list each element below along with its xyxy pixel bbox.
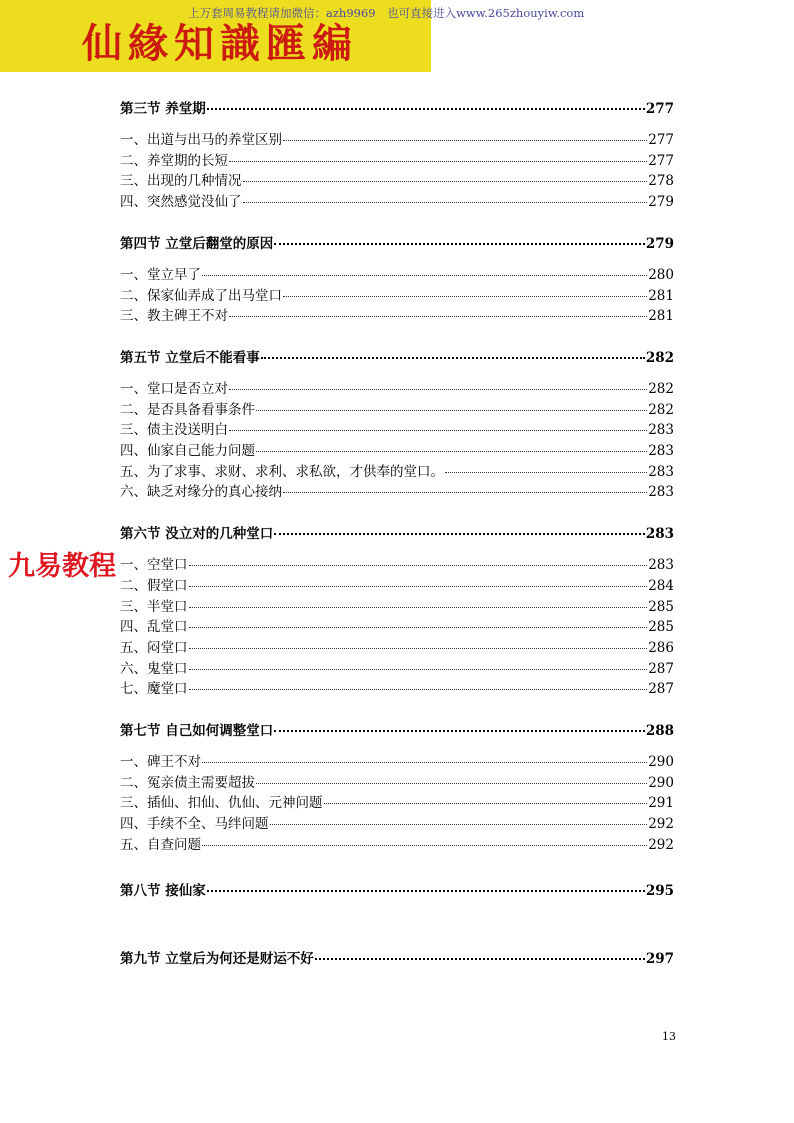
dot-leader [189, 607, 648, 608]
toc-entry-page: 282 [648, 380, 674, 397]
toc-entry-page: 283 [648, 443, 674, 460]
toc-entry-label: 四、突然感觉没仙了 [120, 194, 242, 211]
toc-entry[interactable] [120, 773, 674, 794]
toc-entry-page: 287 [648, 681, 674, 698]
toc-entry[interactable] [120, 638, 674, 659]
dot-leader [243, 181, 648, 182]
toc-entry[interactable] [120, 441, 674, 462]
page-number: 13 [662, 1030, 676, 1043]
toc-entry-page: 283 [648, 463, 674, 480]
toc-entry[interactable] [120, 400, 674, 421]
toc-entry-page: 280 [648, 266, 674, 283]
dot-leader [202, 845, 647, 846]
toc-entry-page: 277 [648, 152, 674, 169]
toc-entry-page: 291 [648, 795, 674, 812]
toc-entry[interactable] [120, 265, 674, 286]
toc-heading-label: 第七节 自己如何调整堂口 [120, 723, 274, 740]
toc-entry[interactable] [120, 814, 674, 835]
dot-leader [274, 730, 645, 732]
toc-heading-label: 第三节 养堂期 [120, 101, 206, 117]
toc-entry-label: 四、乱堂口 [120, 619, 188, 636]
toc-entry-label: 五、为了求事、求财、求利、求私欲，才供奉的堂口。 [120, 463, 444, 480]
toc-entry-label: 二、养堂期的长短 [120, 152, 228, 169]
dot-leader [445, 472, 647, 473]
dot-leader [229, 430, 647, 431]
dot-leader [315, 958, 645, 960]
toc-entry[interactable] [120, 752, 674, 773]
dot-leader [261, 357, 645, 359]
toc-entry[interactable] [120, 171, 674, 192]
dot-leader [207, 890, 645, 892]
toc-entry[interactable] [120, 555, 674, 576]
toc-section [120, 523, 674, 720]
toc-entry-page: 283 [648, 484, 674, 501]
dot-leader [202, 275, 647, 276]
dot-leader [283, 492, 647, 493]
toc-entry[interactable] [120, 306, 674, 327]
toc-entry[interactable] [120, 462, 674, 483]
toc-entry-page: 285 [648, 619, 674, 636]
dot-leader [189, 689, 648, 690]
toc-section-heading[interactable] [120, 523, 674, 545]
toc-entry-label: 四、手续不全、马绊问题 [120, 816, 269, 833]
toc-section-heading[interactable] [120, 948, 674, 970]
dot-leader [243, 202, 648, 203]
toc-entry-label: 二、保家仙弄成了出马堂口 [120, 287, 282, 304]
watermark-top: 上万套周易教程请加微信：azh9969 也可直接进入www.265zhouyiw.com [188, 6, 585, 20]
toc-entry-page: 285 [648, 598, 674, 615]
dot-leader [256, 451, 647, 452]
toc-entry-label: 三、债主没送明白 [120, 422, 228, 439]
dot-leader [189, 648, 648, 649]
dot-leader [189, 627, 648, 628]
toc-entry-page: 290 [648, 754, 674, 771]
dot-leader [202, 762, 647, 763]
toc-entry[interactable] [120, 192, 674, 213]
toc-heading-page: 279 [645, 235, 674, 252]
dot-leader [256, 783, 647, 784]
toc-entry[interactable] [120, 286, 674, 307]
toc-section [120, 233, 674, 347]
toc-entry[interactable] [120, 576, 674, 597]
toc-entry-label: 四、仙家自己能力问题 [120, 443, 255, 460]
toc-entry-page: 287 [648, 660, 674, 677]
dot-leader [207, 108, 645, 110]
toc-entry[interactable] [120, 835, 674, 856]
toc-entry[interactable] [120, 151, 674, 172]
toc-section-heading[interactable] [120, 880, 674, 902]
toc-entry-page: 283 [648, 422, 674, 439]
toc-entry-label: 一、堂立早了 [120, 266, 201, 283]
toc-entry-label: 七、魔堂口 [120, 681, 188, 698]
dot-leader [283, 140, 647, 141]
toc-section [120, 98, 674, 233]
toc-entry[interactable] [120, 659, 674, 680]
toc-entry-page: 284 [648, 577, 674, 594]
toc-entry-page: 281 [648, 308, 674, 325]
toc-heading-page: 277 [645, 101, 674, 117]
dot-leader [189, 565, 648, 566]
toc-entry-page: 278 [648, 173, 674, 190]
dot-leader [229, 389, 647, 390]
toc-entry-page: 281 [648, 287, 674, 304]
toc-entry-page: 282 [648, 401, 674, 418]
dot-leader [283, 296, 647, 297]
toc-entry[interactable] [120, 679, 674, 700]
toc-entry-label: 一、碑王不对 [120, 754, 201, 771]
dot-leader [256, 410, 647, 411]
toc-entry-label: 三、半堂口 [120, 598, 188, 615]
toc-entry[interactable] [120, 617, 674, 638]
toc-heading-page: 288 [645, 723, 674, 740]
toc-heading-page: 283 [645, 526, 674, 543]
toc-heading-page: 295 [645, 882, 674, 899]
toc-heading-page: 297 [645, 950, 674, 967]
toc-entry-label: 二、假堂口 [120, 577, 188, 594]
toc-entry-page: 279 [648, 194, 674, 211]
toc-entry-label: 三、出现的几种情况 [120, 173, 242, 190]
dot-leader [229, 316, 647, 317]
table-of-contents [120, 98, 674, 980]
toc-entry[interactable] [120, 482, 674, 503]
toc-entry-label: 一、堂口是否立对 [120, 380, 228, 397]
dot-leader [324, 803, 648, 804]
toc-entry-page: 290 [648, 774, 674, 791]
toc-entry[interactable] [120, 379, 674, 400]
toc-section-heading[interactable] [120, 98, 674, 120]
banner-title: 仙緣知識匯編 [82, 20, 358, 67]
toc-entry-label: 一、空堂口 [120, 557, 188, 574]
toc-entry-label: 二、是否具备看事条件 [120, 401, 255, 418]
watermark-side: 九易教程 [8, 544, 118, 583]
toc-entry-page: 286 [648, 639, 674, 656]
dot-leader [274, 243, 645, 245]
dot-leader [189, 586, 648, 587]
toc-entry-label: 三、教主碑王不对 [120, 308, 228, 325]
toc-heading-label: 第九节 立堂后为何还是财运不好 [120, 950, 314, 967]
toc-section [120, 880, 674, 948]
toc-entry[interactable] [120, 597, 674, 618]
toc-section-heading[interactable] [120, 720, 674, 742]
toc-entry-label: 一、出道与出马的养堂区别 [120, 132, 282, 148]
dot-leader [270, 824, 648, 825]
toc-entry-label: 六、鬼堂口 [120, 660, 188, 677]
toc-heading-label: 第五节 立堂后不能看事 [120, 349, 260, 366]
toc-section [120, 948, 674, 970]
toc-section-heading[interactable] [120, 233, 674, 255]
toc-entry[interactable] [120, 793, 674, 814]
toc-entry-label: 五、闷堂口 [120, 639, 188, 656]
toc-section [120, 347, 674, 523]
toc-section-heading[interactable] [120, 347, 674, 369]
dot-leader [274, 533, 645, 535]
toc-entry-label: 六、缺乏对缘分的真心接纳 [120, 484, 282, 501]
toc-entry-label: 二、冤亲债主需要超拔 [120, 774, 255, 791]
toc-entry-page: 292 [648, 816, 674, 833]
toc-heading-label: 第六节 没立对的几种堂口 [120, 526, 274, 543]
toc-heading-label: 第八节 接仙家 [120, 882, 206, 899]
toc-entry-page: 292 [648, 836, 674, 853]
toc-entry-page: 283 [648, 557, 674, 574]
dot-leader [189, 669, 648, 670]
toc-heading-page: 282 [645, 349, 674, 366]
toc-entry-page: 277 [648, 132, 674, 148]
toc-entry[interactable] [120, 420, 674, 441]
dot-leader [229, 161, 647, 162]
toc-entry-label: 三、插仙、扣仙、仇仙、元神问题 [120, 795, 323, 812]
toc-heading-label: 第四节 立堂后翻堂的原因 [120, 235, 274, 252]
toc-entry[interactable] [120, 130, 674, 151]
toc-section [120, 720, 674, 880]
toc-entry-label: 五、自查问题 [120, 836, 201, 853]
